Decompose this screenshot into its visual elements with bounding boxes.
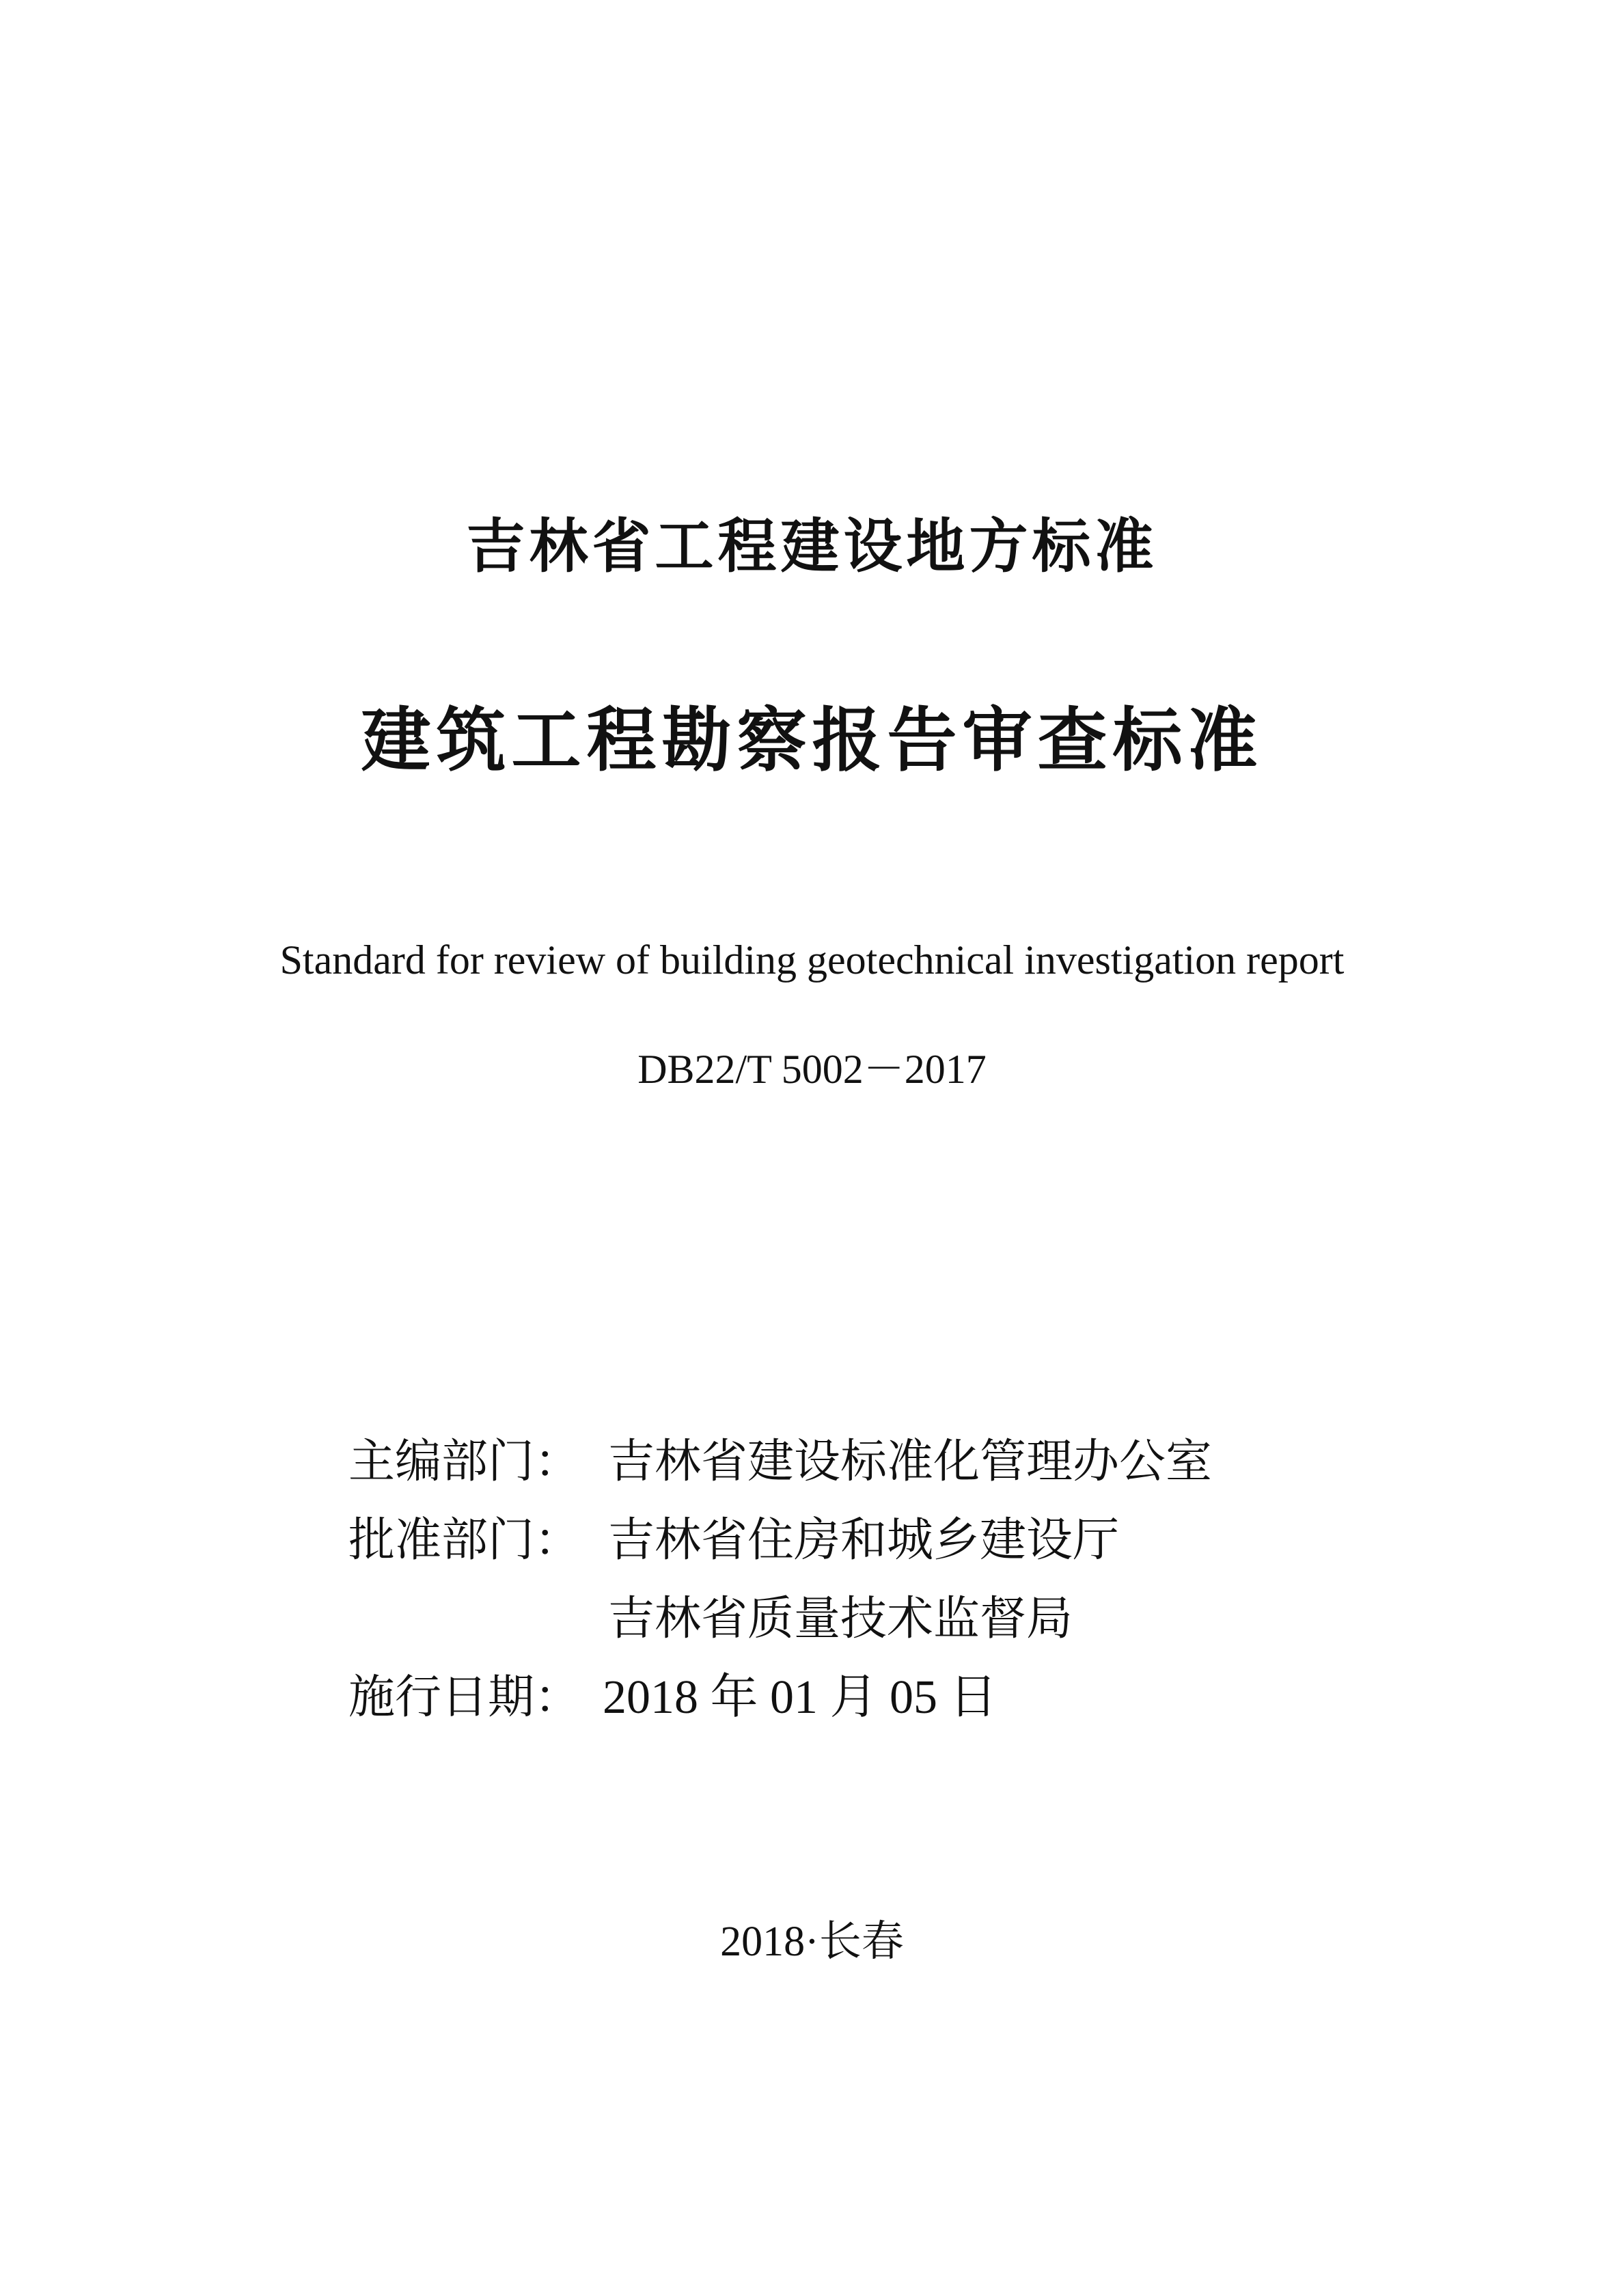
approver-label: 批准部门： <box>348 1513 581 1567</box>
effective-date-value: 2018 年 01 月 05 日 <box>603 1671 997 1724</box>
main-title: 建筑工程勘察报告审查标准 <box>361 700 1263 782</box>
footer-imprint: 2018·长春 <box>720 1919 904 1965</box>
approver-value-1: 吉林省住房和城乡建设厅 <box>608 1513 1120 1567</box>
editor-label: 主编部门： <box>348 1435 581 1489</box>
approver-value-2: 吉林省质量技术监督局 <box>608 1592 1073 1646</box>
effective-date-label: 施行日期： <box>348 1671 581 1724</box>
series-title: 吉林省工程建设地方标准 <box>466 512 1158 581</box>
english-title: Standard for review of building geotechnical investigation report <box>279 937 1345 982</box>
editor-value: 吉林省建设标准化管理办公室 <box>608 1435 1213 1489</box>
standard-code: DB22/T 5002－2017 <box>637 1047 987 1092</box>
